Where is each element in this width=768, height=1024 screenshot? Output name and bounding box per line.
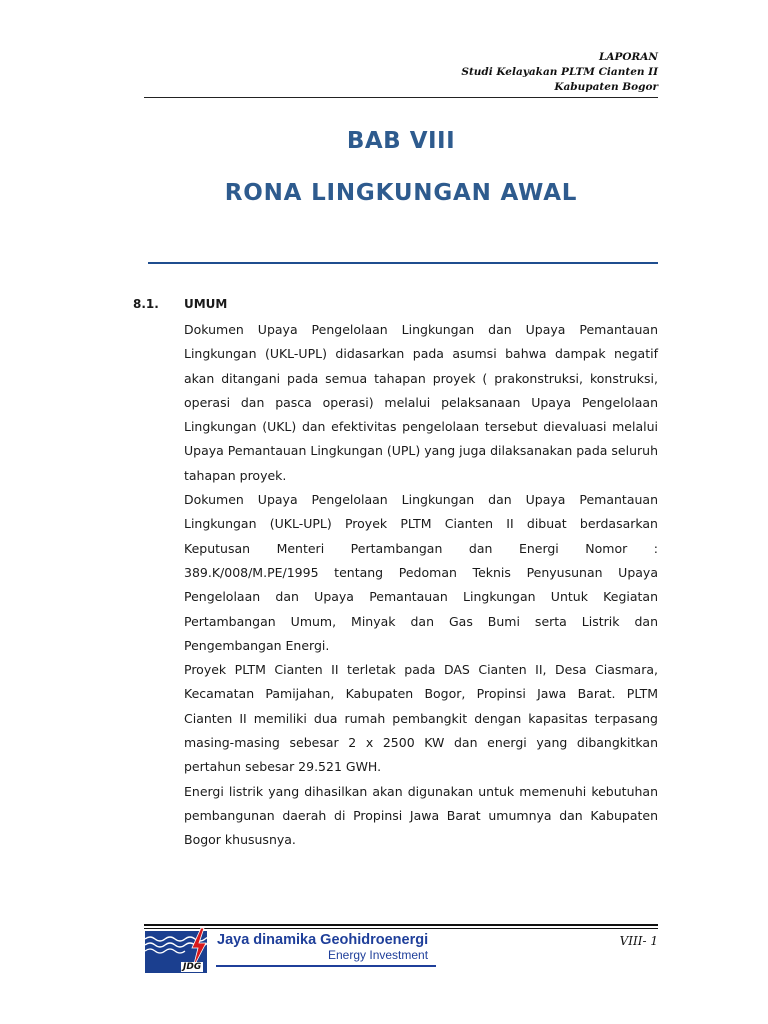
paragraph: Proyek PLTM Cianten II terletak pada DAS Cianten II, Desa Ciasmara, Kecamatan Pamijahan, Kabupaten Bogor, Propinsi Jawa Barat. PLTM Cianten II memiliki dua rumah pembangkit dengan kapasitas terpasang masing-masing sebesar 2 x 2500 KW dan energi yang dibangkitkan pertahun sebesar 29.521 GWH. bbox=[184, 662, 658, 775]
footer-divider-thin bbox=[144, 928, 658, 929]
page-number: VIII- 1 bbox=[619, 934, 658, 948]
document-header bbox=[461, 50, 658, 95]
footer-divider-thick bbox=[144, 924, 658, 926]
logo-initials: JDG bbox=[183, 962, 202, 972]
section-number: 8.1. bbox=[133, 297, 159, 311]
paragraph: Dokumen Upaya Pengelolaan Lingkungan dan Upaya Pemantauan Lingkungan (UKL-UPL) didasarkan pada asumsi bahwa dampak negatif akan ditangani pada semua tahapan proyek ( prakonstruksi, konstruksi, operasi dan pasca operasi) melalui pelaksanaan Upaya Pengelolaan Lingkungan (UKL) dan efektivitas pengelolaan tersebut dievaluasi melalui Upaya Pemantauan Lingkungan (UPL) yang juga dilaksanakan pada seluruh tahapan proyek. bbox=[184, 322, 658, 483]
paragraph: Dokumen Upaya Pengelolaan Lingkungan dan Upaya Pemantauan Lingkungan (UKL-UPL) Proyek PLTM Cianten II dibuat berdasarkan Keputusan Menteri Pertambangan dan Energi Nomor : 389.K/008/M.PE/1995 tentang Pedoman Teknis Penyusunan Upaya Pengelolaan dan Upaya Pemantauan Lingkungan Untuk Kegiatan Pertambangan Umum, Minyak dan Gas Bumi serta Listrik dan Pengembangan Energi. bbox=[184, 492, 658, 653]
title-divider bbox=[148, 262, 658, 264]
header-location: Kabupaten Bogor bbox=[554, 81, 658, 93]
section-title: UMUM bbox=[184, 297, 228, 311]
header-study-title: Studi Kelayakan PLTM Cianten II bbox=[461, 66, 658, 78]
chapter-number: BAB VIII bbox=[346, 128, 456, 154]
chapter-title: RONA LINGKUNGAN AWAL bbox=[224, 180, 578, 206]
paragraph: Energi listrik yang dihasilkan akan digunakan untuk memenuhi kebutuhan pembangunan daerah di Propinsi Jawa Barat umumnya dan Kabupaten Bogor khususnya. bbox=[184, 783, 658, 848]
section-body bbox=[184, 318, 658, 853]
header-report-label: LAPORAN bbox=[598, 51, 658, 63]
header-divider bbox=[144, 97, 658, 98]
company-name: Jaya dinamika Geohidroenergi bbox=[217, 932, 429, 948]
company-tagline: Energy Investment bbox=[328, 948, 429, 962]
tagline-divider bbox=[216, 965, 436, 967]
